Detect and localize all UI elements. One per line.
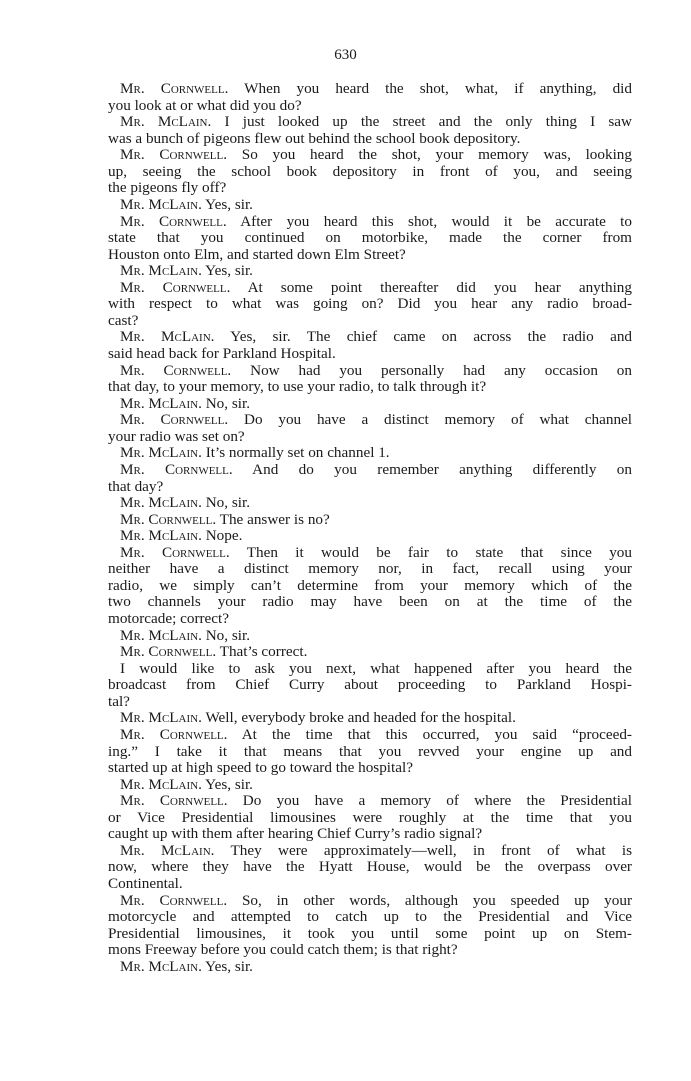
transcript-paragraph (108, 843, 632, 893)
text-line (108, 594, 632, 611)
speaker-name: Mr. Cornwell. (120, 411, 229, 429)
line-text: So, in other words, although you speeded up your (241, 891, 633, 909)
text-line (108, 412, 632, 429)
transcript-paragraph (108, 959, 632, 976)
line-text: radio, we simply can’t determine from your memory which of the (108, 576, 632, 594)
line-text: ing.” I take it that means that you revved your engine up and (108, 742, 632, 760)
line-text: Nope. (205, 527, 243, 545)
speaker-name: Mr. McLain. (120, 328, 215, 346)
text-line (108, 81, 632, 98)
text-line (108, 429, 632, 446)
text-line (108, 545, 632, 562)
text-line (108, 230, 632, 247)
transcript-paragraph (108, 628, 632, 645)
text-line (108, 396, 632, 413)
text-line (108, 462, 632, 479)
line-text: or Vice Presidential limousines were roughly at the time that you (108, 808, 632, 826)
text-line (108, 893, 632, 910)
transcript-paragraph (108, 893, 632, 959)
transcript-paragraph (108, 81, 632, 114)
text-line (108, 826, 632, 843)
speaker-name: Mr. Cornwell. (120, 80, 229, 97)
line-text: neither have a distinct memory nor, in fact, recall using your (108, 560, 632, 578)
text-line (108, 313, 632, 330)
line-text: I just looked up the street and the only thing I saw (224, 113, 633, 131)
text-line (108, 561, 632, 578)
speaker-name: Mr. McLain. (120, 113, 212, 131)
text-line (108, 694, 632, 711)
transcript-paragraph (108, 462, 632, 495)
speaker-name: Mr. McLain. (120, 709, 202, 727)
line-text: caught up with them after hearing Chief Curry’s radio signal? (108, 825, 483, 843)
text-line (108, 379, 632, 396)
text-line (108, 793, 632, 810)
line-text: started up at high speed to go toward the hospital? (108, 759, 413, 777)
transcript-paragraph (108, 727, 632, 777)
text-line (108, 926, 632, 943)
transcript-paragraph (108, 495, 632, 512)
line-text: Well, everybody broke and headed for the hospital. (205, 709, 516, 727)
line-text: I would like to ask you next, what happened after you heard the (120, 659, 632, 677)
text-line (108, 263, 632, 280)
speaker-name: Mr. Cornwell. (120, 278, 231, 296)
line-text: So you heard the shot, your memory was, looking (241, 146, 632, 164)
text-line (108, 843, 632, 860)
speaker-name: Mr. Cornwell. (120, 792, 228, 810)
text-line (108, 147, 632, 164)
text-line (108, 578, 632, 595)
transcript-paragraph (108, 445, 632, 462)
text-line (108, 363, 632, 380)
line-text: Yes, sir. The chief came on across the radio and (230, 328, 633, 346)
text-line (108, 628, 632, 645)
line-text: said head back for Parkland Hospital. (108, 345, 336, 362)
transcript-paragraph (108, 644, 632, 661)
line-text: At some point thereafter did you hear anything (247, 278, 632, 296)
transcript-paragraph (108, 412, 632, 445)
text-line (108, 197, 632, 214)
speaker-name: Mr. McLain. (120, 394, 202, 412)
speaker-name: Mr. McLain. (120, 444, 202, 462)
text-line (108, 644, 632, 661)
text-line (108, 180, 632, 197)
text-line (108, 859, 632, 876)
line-text: the pigeons fly off? (108, 179, 227, 197)
text-line (108, 329, 632, 346)
line-text: broadcast from Chief Curry about proceeding to Parkland Hospi- (108, 676, 632, 694)
speaker-name: Mr. Cornwell. (120, 212, 227, 230)
text-line (108, 810, 632, 827)
line-text: Yes, sir. (205, 775, 253, 793)
text-line (108, 131, 632, 148)
line-text: Then it would be fair to state that since you (246, 543, 632, 561)
speaker-name: Mr. McLain. (120, 626, 202, 644)
line-text: that day, to your memory, to use your radio, to talk through it? (108, 378, 487, 396)
line-text: that day? (108, 477, 164, 495)
text-line (108, 247, 632, 264)
speaker-name: Mr. McLain. (120, 195, 202, 213)
transcript-paragraph (108, 396, 632, 413)
speaker-name: Mr. Cornwell. (120, 510, 217, 528)
text-line (108, 98, 632, 115)
speaker-name: Mr. Cornwell. (120, 361, 232, 379)
transcript-paragraph (108, 512, 632, 529)
speaker-name: Mr. Cornwell. (120, 460, 233, 478)
speaker-name: Mr. McLain. (120, 957, 202, 975)
transcript-paragraph (108, 114, 632, 147)
transcript-body (108, 81, 632, 975)
text-line (108, 727, 632, 744)
transcript-paragraph (108, 280, 632, 330)
line-text: Presidential limousines, it took you until some point up on Stem- (108, 924, 632, 942)
line-text: That’s correct. (219, 643, 308, 661)
text-line (108, 710, 632, 727)
transcript-paragraph (108, 793, 632, 843)
text-line (108, 959, 632, 976)
text-line (108, 528, 632, 545)
transcript-paragraph (108, 710, 632, 727)
line-text: was a bunch of pigeons flew out behind the school book depository. (108, 129, 521, 147)
line-text: with respect to what was going on? Did you hear any radio broad- (108, 295, 632, 313)
line-text: At the time that this occurred, you said “proceed- (241, 725, 632, 743)
line-text: up, seeing the school book depository in front of you, and seeing (108, 162, 632, 180)
line-text: your radio was set on? (108, 427, 245, 445)
line-text: mons Freeway before you could catch them; is that right? (108, 941, 458, 959)
line-text: It’s normally set on channel 1. (205, 444, 390, 462)
speaker-name: Mr. Cornwell. (120, 725, 228, 743)
line-text: motorcade; correct? (108, 610, 230, 627)
line-text: state that you continued on motorbike, made the corner from (108, 229, 632, 247)
line-text: After you heard this shot, would it be accurate to (240, 212, 632, 230)
text-line (108, 611, 632, 628)
transcript-paragraph (108, 661, 632, 711)
transcript-paragraph (108, 147, 632, 197)
text-line (108, 760, 632, 777)
line-text: Now had you personally had any occasion on (250, 361, 632, 379)
line-text: now, where they have the Hyatt House, would be the overpass over (108, 858, 632, 876)
text-line (108, 280, 632, 297)
transcript-paragraph (108, 528, 632, 545)
text-line (108, 495, 632, 512)
line-text: tal? (108, 692, 130, 710)
line-text: No, sir. (205, 394, 251, 412)
text-line (108, 164, 632, 181)
line-text: motorcycle and attempted to catch up to the Presidential and Vice (108, 908, 632, 926)
transcript-paragraph (108, 329, 632, 362)
line-text: When you heard the shot, what, if anything, did (244, 80, 632, 97)
speaker-name: Mr. McLain. (120, 775, 202, 793)
text-line (108, 942, 632, 959)
text-line (108, 512, 632, 529)
text-line (108, 661, 632, 678)
line-text: No, sir. (205, 626, 251, 644)
transcript-paragraph (108, 214, 632, 264)
line-text: Houston onto Elm, and started down Elm Street? (108, 245, 406, 263)
line-text: Yes, sir. (205, 195, 253, 213)
text-line (108, 445, 632, 462)
text-line (108, 214, 632, 231)
text-line (108, 744, 632, 761)
page-number: 630 (334, 47, 357, 63)
line-text: Yes, sir. (205, 957, 253, 975)
text-line (108, 346, 632, 363)
line-text: The answer is no? (219, 510, 330, 528)
speaker-name: Mr. McLain. (120, 841, 215, 859)
transcript-paragraph (108, 545, 632, 628)
text-line (108, 777, 632, 794)
speaker-name: Mr. Cornwell. (120, 891, 228, 909)
speaker-name: Mr. McLain. (120, 527, 202, 545)
line-text: And do you remember anything differently on (252, 460, 632, 478)
transcript-paragraph (108, 197, 632, 214)
text-line (108, 876, 632, 893)
speaker-name: Mr. Cornwell. (120, 643, 217, 661)
speaker-name: Mr. Cornwell. (120, 146, 228, 164)
line-text: two channels your radio may have been on at the time of the (108, 593, 632, 611)
text-line (108, 479, 632, 496)
line-text: cast? (108, 311, 139, 329)
line-text: Do you have a distinct memory of what channel (243, 411, 633, 429)
speaker-name: Mr. McLain. (120, 494, 202, 512)
line-text: They were approximately—well, in front of what is (230, 841, 632, 859)
line-text: Continental. (108, 875, 183, 892)
transcript-paragraph (108, 777, 632, 794)
text-line (108, 114, 632, 131)
transcript-paragraph (108, 363, 632, 396)
line-text: No, sir. (205, 494, 251, 512)
line-text: Yes, sir. (205, 262, 253, 280)
transcript-paragraph (108, 263, 632, 280)
line-text: you look at or what did you do? (108, 96, 302, 114)
text-line (108, 909, 632, 926)
speaker-name: Mr. Cornwell. (120, 543, 230, 561)
text-line (108, 296, 632, 313)
text-line (108, 677, 632, 694)
line-text: Do you have a memory of where the Presidential (242, 792, 632, 810)
speaker-name: Mr. McLain. (120, 262, 202, 280)
